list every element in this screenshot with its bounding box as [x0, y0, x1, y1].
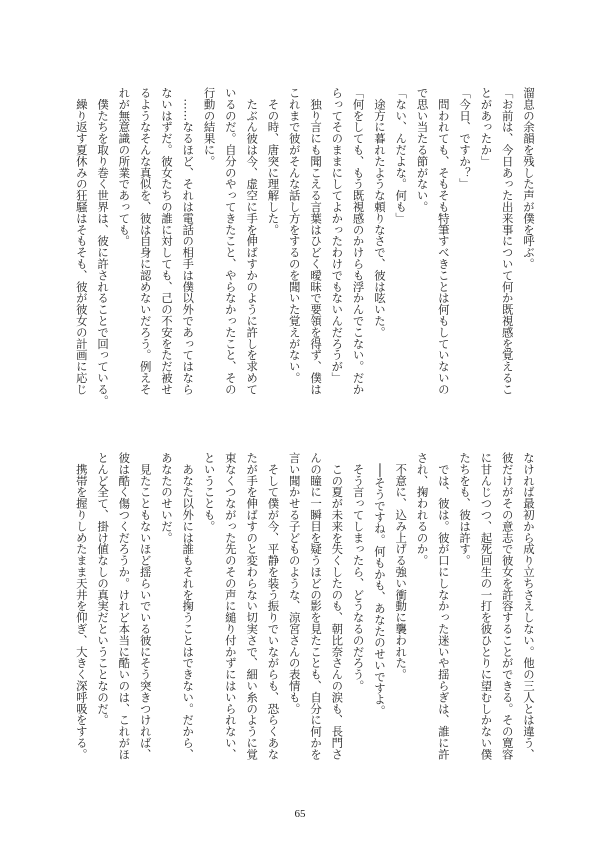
text-line: 彼だけがその意志で彼女を許容することができる。その寛容 [500, 452, 515, 760]
text-line: その時、唐突に理解した。 [266, 87, 281, 236]
text-line: なければ最初から成り立ちさえしない。他の三人とは違う、 [522, 452, 536, 760]
text-line: で思い当たる節がない。 [415, 87, 430, 213]
text-line: 見たこともないほど揺らいでいる彼にそう突きつければ、 [138, 452, 153, 760]
text-line: ないはずだ。彼女たちの誰に対しても、己の不安をただ被せ [159, 87, 174, 395]
text-line: たが手を伸ばすのと変わらない切実さで、細い糸のように覚 [245, 452, 260, 760]
text-line: ということも。 [202, 452, 217, 532]
text-line: 彼は酷く傷つくだろうか。けれど本当に酷いのは、これがほ [117, 452, 132, 760]
text-line: ……なるほど、それは電話の相手は僕以外であってはなら [181, 87, 196, 395]
text-line: 繰り返す夏休みの狂騒はそもそも、彼が彼女の計画に応じ [74, 87, 89, 395]
text-line: ──そうですね。何もかも、あなたのせいですよ。 [372, 452, 387, 717]
text-line: たぶん彼は今、虚空に手を伸ばすかのように許しを求めて [245, 87, 260, 395]
lower-text-block [70, 452, 539, 788]
text-line: そして僕が今、平静を装う振りでいながらも、恐らくあな [266, 452, 281, 760]
text-line: いるのだ。自分のやってきたこと、やらなかったこと、その [223, 87, 238, 395]
text-line: んの瞳に一瞬目を疑うほどの影を見たことも、自分に何かを [309, 452, 324, 760]
text-line: され、掬われるのか。 [415, 452, 430, 566]
text-line: では、彼は。彼が口にしなかった迷いや揺らぎは、誰に許 [436, 452, 451, 760]
text-line: とんど全て、掛け値なしの真実だということなのだ。 [96, 452, 111, 726]
text-line: あなたのせいだ。 [159, 452, 174, 544]
text-line: 僕たちを取り巻く世界は、彼に許されることで回っている。 [96, 87, 111, 407]
text-line: るようなそんな真似を、彼は自身に認めないだろう。例えそ [138, 87, 153, 395]
text-line: れが無意識の所業であっても。 [117, 87, 132, 247]
text-line: 言い聞かせる子どものような、涼宮さんの表情も。 [287, 452, 302, 715]
text-line: 途方に暮れたような頼りなさで、彼は呟いた。 [372, 87, 387, 338]
text-line: そう言ってしまったら、どうなるのだろう。 [351, 452, 366, 692]
text-line: たちをも、彼は許す。 [458, 452, 473, 566]
text-line: 「お前は、今日あった出来事について何か既視感を覚えるこ [500, 87, 515, 395]
text-line: 独り言にも聞こえる言葉はひどく曖昧で要領を得ず、僕は [309, 87, 324, 395]
upper-text-block [70, 87, 539, 409]
text-line: 不意に、込み上げる強い衝動に襲われた。 [394, 452, 409, 680]
text-line: らってそのままにしてよかったわけでもないんだろうが」 [330, 87, 345, 384]
text-line: 「何をしても、もう既視感のかけらも浮かんでこない。だか [351, 87, 366, 395]
text-line: 「今日、ですか？」 [458, 87, 473, 190]
text-line: 束なくつながった先のその声に縋り付かずにはいられない、 [223, 452, 238, 760]
text-line: 行動の結果に。 [202, 87, 217, 167]
text-line: この夏が未来を失くしたのも、朝比奈さんの涙も、長門さ [330, 452, 345, 760]
text-line: 溜息の余韻を残した声が僕を呼ぶ。 [522, 87, 536, 270]
text-line: これまで彼がそんな話し方をするのを聞いた覚えがない。 [287, 87, 302, 384]
text-line: に甘んじつつ、起死回生の一打を彼ひとりに望むしかない僕 [479, 452, 494, 760]
text-line: とがあったか」 [479, 87, 494, 167]
text-line: 携帯を握りしめたまま天井を仰ぎ、大きく深呼吸をする。 [74, 452, 89, 760]
page-number: 65 [294, 808, 306, 820]
text-line: 「ない、んだよな。何も」 [394, 87, 409, 224]
text-line: 問われても、そもそも特筆すべきことは何もしていないの [436, 87, 451, 395]
text-line: あなた以外には誰もそれを掬うことはできない。だから、 [181, 452, 196, 760]
